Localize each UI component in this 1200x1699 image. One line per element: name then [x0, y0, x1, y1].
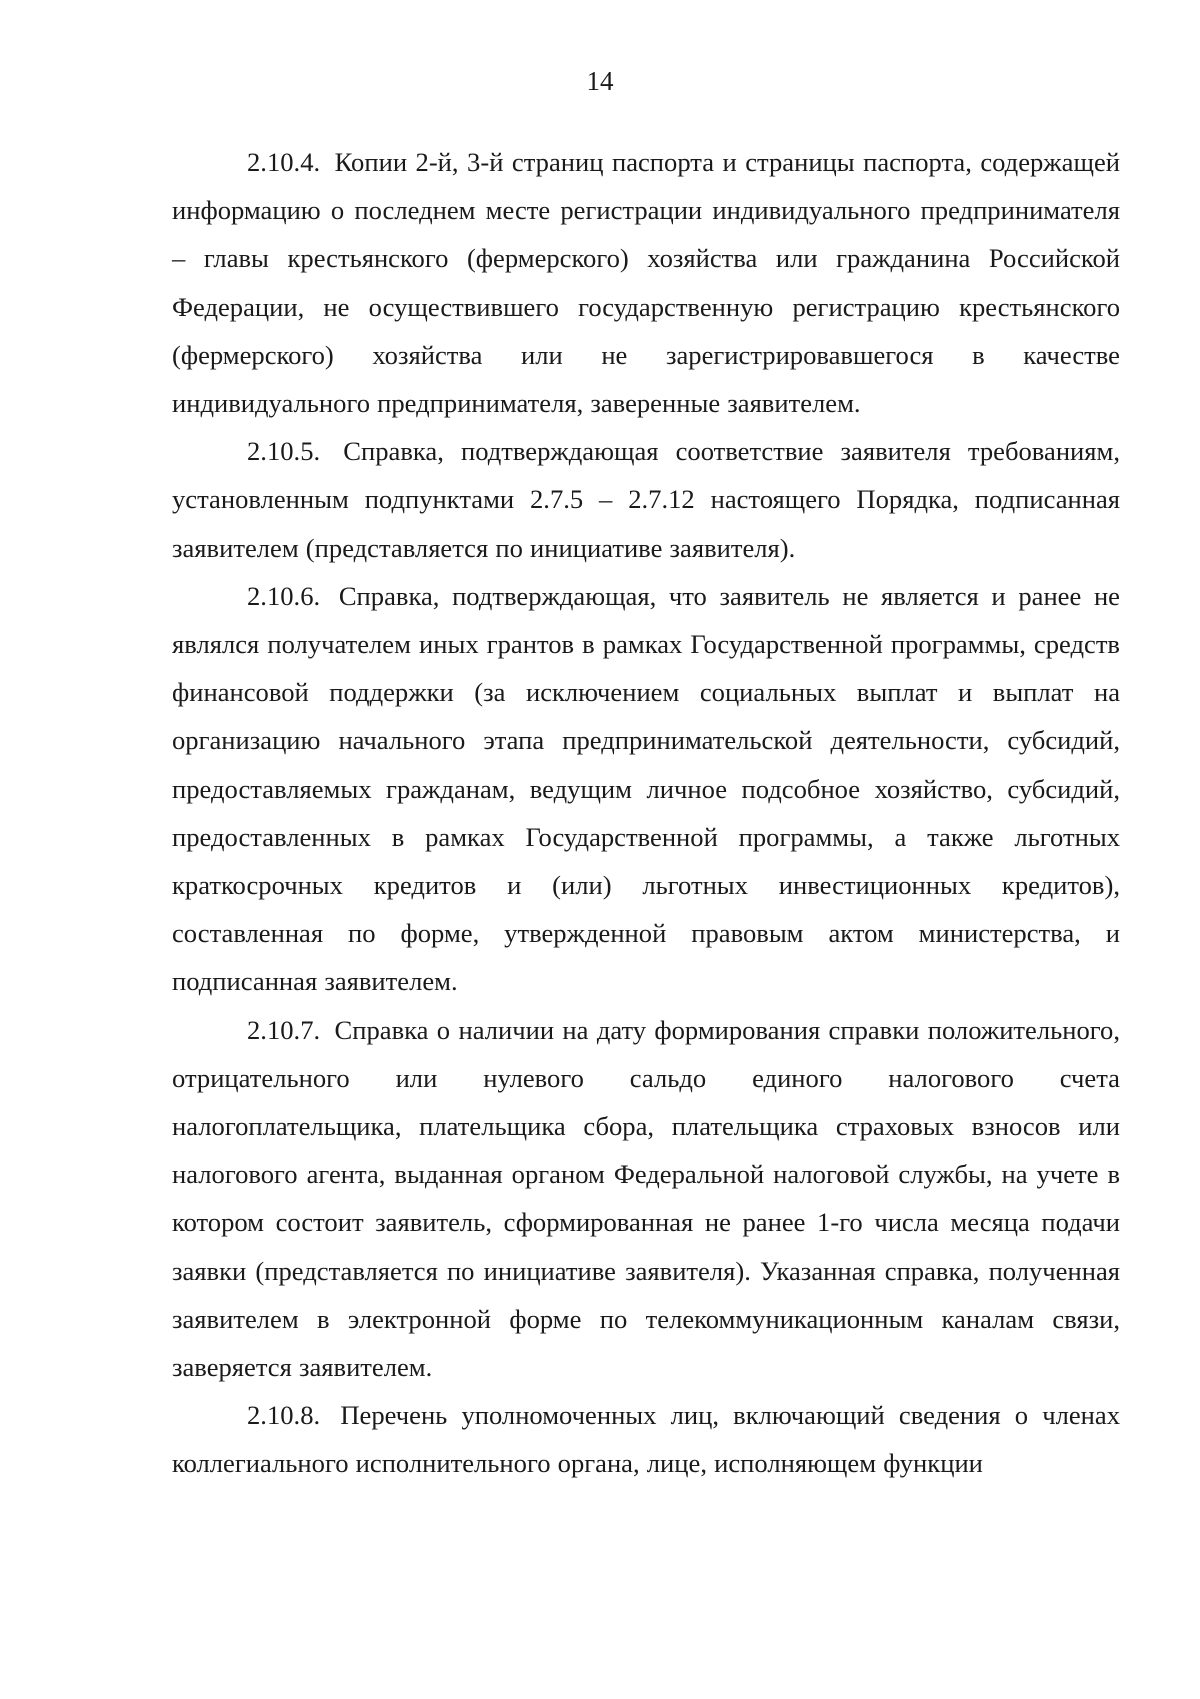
paragraph-number: 2.10.8. — [247, 1400, 321, 1431]
document-body — [172, 138, 1120, 1488]
paragraph-text: Перечень уполномоченных лиц, включающий сведения о членах коллегиального исполнительного органа, лице, исполняющем функции — [172, 1400, 1120, 1479]
paragraph-2-10-6 — [172, 572, 1120, 1006]
paragraph-text: Справка о наличии на дату формирования справки положительного, отрицательного или нулевого сальдо единого налогового счета налогоплательщика, плательщика сбора, плательщика страховых взносов или налогового агента, выданная органом Федеральной налоговой службы, на учете в котором состоит заявитель, сформированная не ранее 1-го числа месяца подачи заявки (представляется по инициативе заявителя). Указанная справка, полученная заявителем в электронной форме по телекоммуникационным каналам связи, заверяется заявителем. — [172, 1014, 1120, 1383]
paragraph-2-10-5 — [172, 427, 1120, 572]
paragraph-2-10-4 — [172, 138, 1120, 427]
paragraph-text: Справка, подтверждающая, что заявитель не является и ранее не являлся получателем иных грантов в рамках Государственной программы, средств финансовой поддержки (за исключением социальных выплат и выплат на организацию начального этапа предпринимательской деятельности, субсидий, предоставляемых гражданам, ведущим личное подсобное хозяйство, субсидий, предоставленных в рамках Государственной программы, а также льготных краткосрочных кредитов и (или) льготных инвестиционных кредитов), составленная по форме, утвержденной правовым актом министерства, и подписанная заявителем. — [172, 580, 1120, 997]
paragraph-number: 2.10.6. — [247, 580, 321, 611]
paragraph-text: Копии 2-й, 3-й страниц паспорта и страницы паспорта, содержащей информацию о последнем месте регистрации индивидуального предпринимателя – главы крестьянского (фермерского) хозяйства или гражданина Российской Федерации, не осуществившего государственную регистрацию крестьянского (фермерского) хозяйства или не зарегистрировавшегося в качестве индивидуального предпринимателя, заверенные заявителем. — [172, 147, 1120, 419]
paragraph-number: 2.10.5. — [247, 436, 321, 467]
paragraph-number: 2.10.4. — [247, 147, 321, 177]
paragraph-text: Справка, подтверждающая соответствие заявителя требованиям, установленным подпунктами 2.7.5 – 2.7.12 настоящего Порядка, подписанная заявителем (представляется по инициативе заявителя). — [172, 436, 1120, 563]
paragraph-number: 2.10.7. — [247, 1014, 321, 1045]
page-number: 14 — [586, 66, 614, 96]
paragraph-2-10-8 — [172, 1391, 1120, 1487]
paragraph-2-10-7 — [172, 1006, 1120, 1392]
